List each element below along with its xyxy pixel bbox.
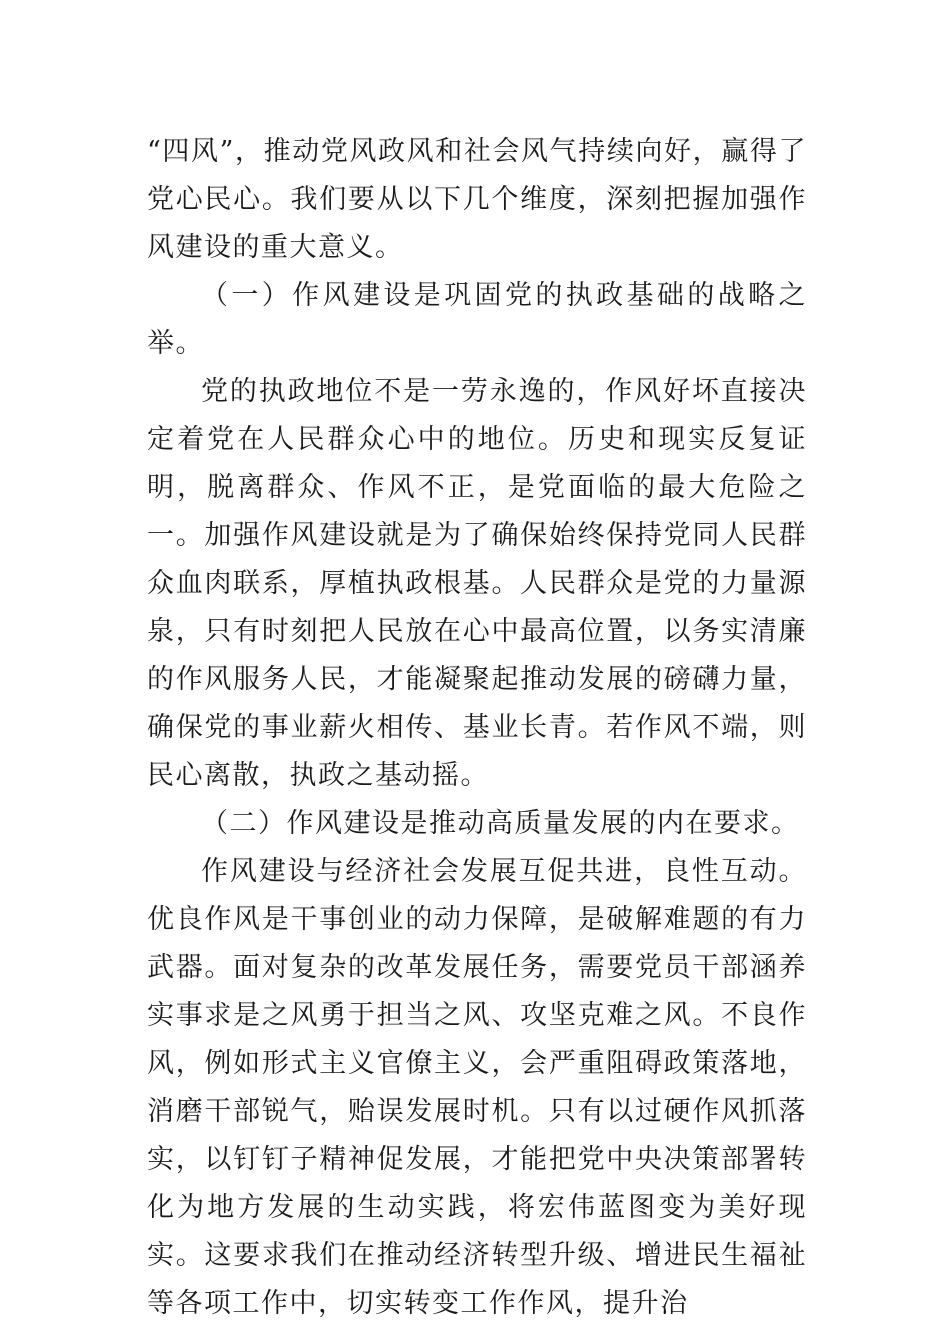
- paragraph-2: 作风建设与经济社会发展互促共进，良性互动。优良作风是干事创业的动力保障，是破解难题的有力武器。面对复杂的改革发展任务，需要党员干部涵养实事求是之风勇于担当之风、攻坚克难之风。不良作风，例如形式主义官僚主义，会严重阻碍政策落地，消磨干部锐气，贻误发展时机。只有以过硬作风抓落实，以钉钉子精神促发展，才能把党中央决策部署转化为地方发展的生动实践，将宏伟蓝图变为美好现实。这要求我们在推动经济转型升级、增进民生福祉等各项工作中，切实转变工作作风，提升治: [147, 856, 807, 1319]
- section-heading-1: （一）作风建设是巩固党的执政基础的战略之举。: [147, 280, 807, 359]
- document-body: [147, 128, 807, 1328]
- paragraph-1: 党的执政地位不是一劳永逸的，作风好坏直接决定着党在人民群众心中的地位。历史和现实反复证明，脱离群众、作风不正，是党面临的最大危险之一。加强作风建设就是为了确保始终保持党同人民群众血肉联系，厚植执政根基。人民群众是党的力量源泉，只有时刻把人民放在心中最高位置，以务实清廉的作风服务人民，才能凝聚起推动发展的磅礴力量，确保党的事业薪火相传、基业长青。若作风不端，则民心离散，执政之基动摇。: [147, 376, 807, 791]
- paragraph-continuation: “四风”，推动党风政风和社会风气持续向好，赢得了党心民心。我们要从以下几个维度，深刻把握加强作风建设的重大意义。: [147, 136, 807, 263]
- section-heading-2: （二）作风建设是推动高质量发展的内在要求。: [201, 808, 800, 839]
